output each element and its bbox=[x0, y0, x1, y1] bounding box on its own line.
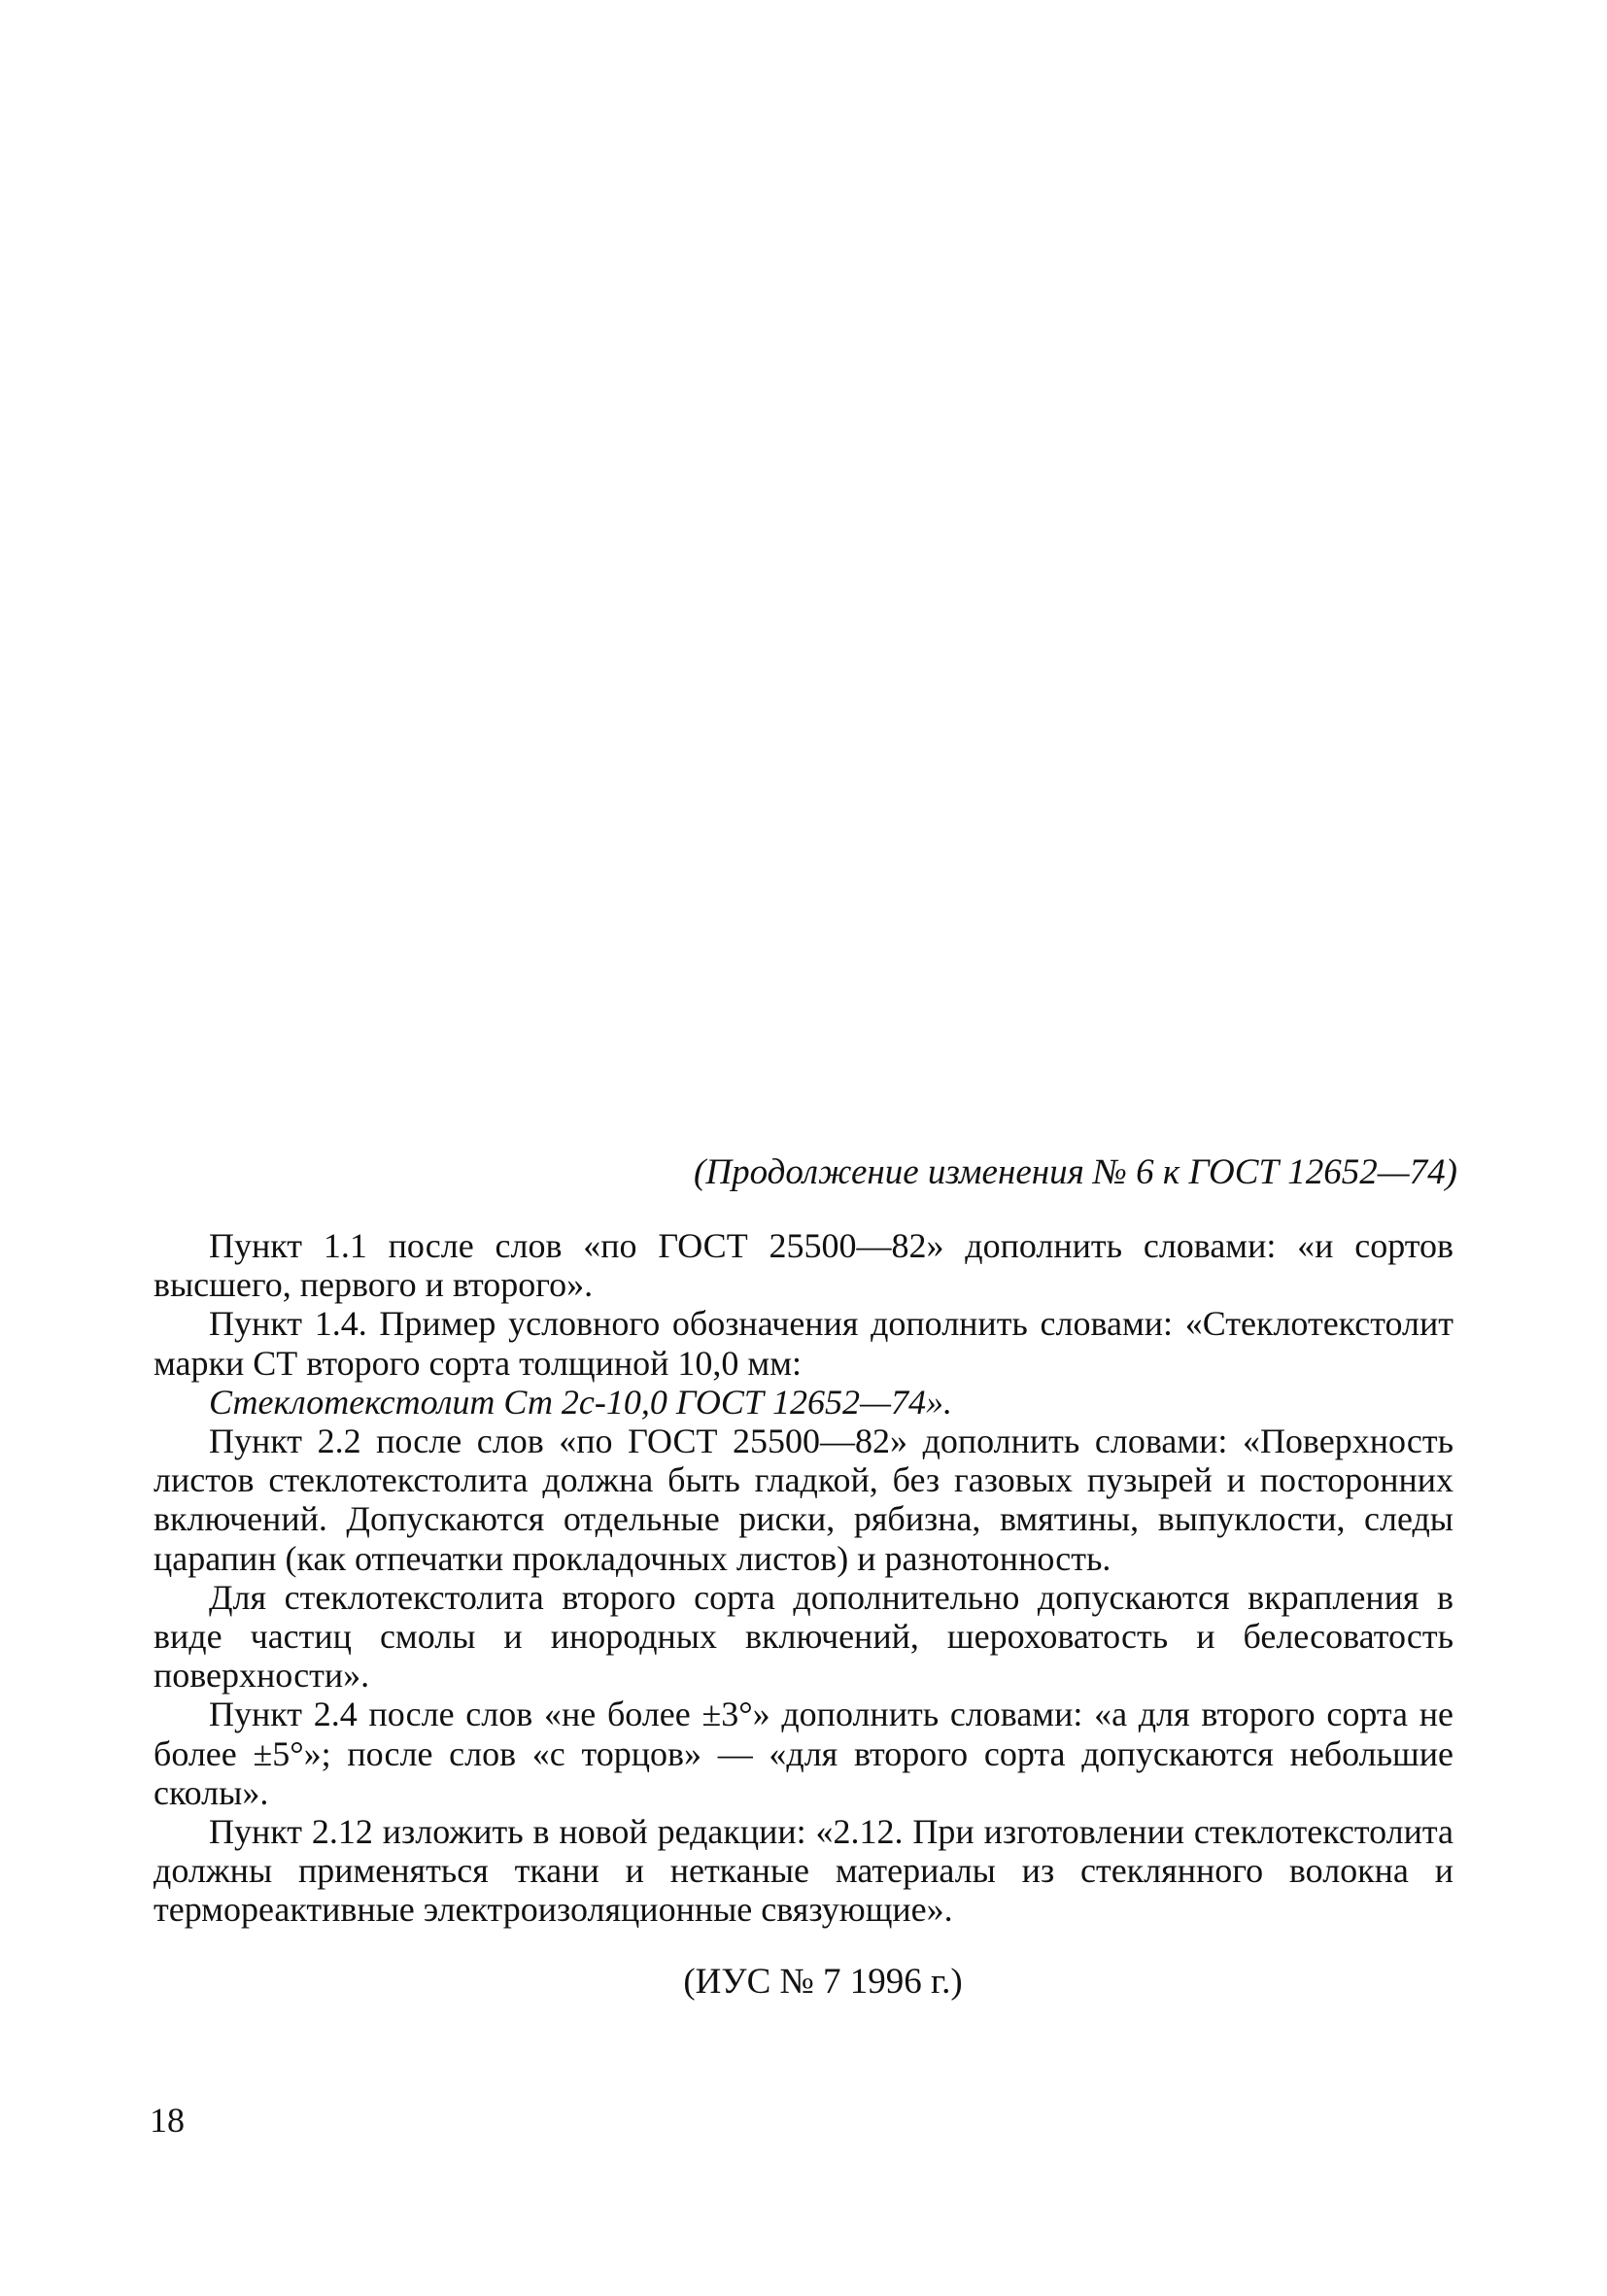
paragraph-item-1-4: Пункт 1.4. Пример условного обозначения дополнить словами: «Стеклотекстолит марки СТ второго сорта толщиной 10,0 мм: bbox=[154, 1304, 1453, 1383]
paragraph-second-grade: Для стеклотекстолита второго сорта дополнительно допускаются вкрапления в виде частиц смолы и инородных включений, шероховатость и белесоватость поверхности». bbox=[154, 1577, 1453, 1696]
page-number: 18 bbox=[150, 2101, 185, 2140]
source-reference: (ИУС № 7 1996 г.) bbox=[683, 1962, 963, 2002]
paragraph-item-2-12: Пункт 2.12 изложить в новой редакции: «2.12. При изготовлении стеклотекстолита должны применяться ткани и нетканые материалы из стеклянного волокна и термореактивные электроизоляционные связующие». bbox=[154, 1812, 1453, 1930]
designation-example: Стеклотекстолит Ст 2с-10,0 ГОСТ 12652—74». bbox=[209, 1382, 952, 1422]
continuation-header: (Продолжение изменения № 6 к ГОСТ 12652—74) bbox=[694, 1152, 1457, 1192]
paragraph-item-2-2: Пункт 2.2 после слов «по ГОСТ 25500—82» дополнить словами: «Поверхность листов стеклотекстолита должна быть гладкой, без газовых пузырей и посторонних включений. Допускаются отдельные риски, рябизна, вмятины, выпуклости, следы царапин (как отпечатки прокладочных листов) и разнотонность. bbox=[154, 1422, 1453, 1578]
paragraph-item-1-1: Пункт 1.1 после слов «по ГОСТ 25500—82» дополнить словами: «и сортов высшего, первого и второго». bbox=[154, 1226, 1453, 1305]
amendment-text bbox=[154, 1226, 1453, 1930]
paragraph-item-2-4: Пункт 2.4 после слов «не более ±3°» дополнить словами: «а для второго сорта не более ±5°»; после слов «с торцов» — «для второго сорта допускаются небольшие сколы». bbox=[154, 1695, 1453, 1812]
